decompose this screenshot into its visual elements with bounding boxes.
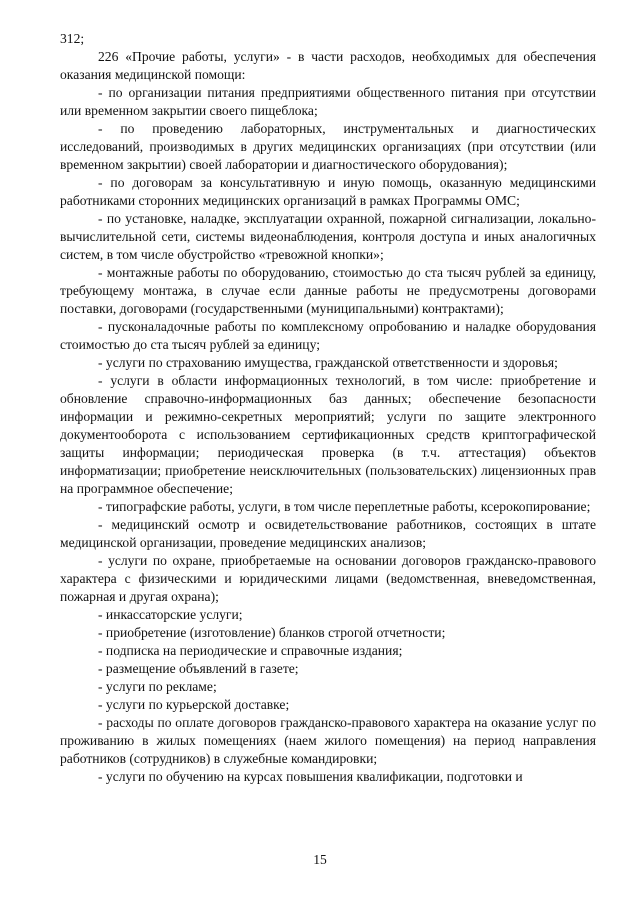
list-item-it-services: - услуги в области информационных технологий, в том числе: приобретение и обновление справочно-информационных баз данных; обеспечение безопасности информации и режимно-секретных мероприятий; услуги по защите электронного документооборота с использованием сертификационных средств криптографической защиты информации; периодическая проверка (в т.ч. аттестация) объектов информатизации; приобретение неисключительных (пользовательских) лицензионных прав на программное обеспечение; [60,373,596,496]
list-item-guard-services: - услуги по охране, приобретаемые на основании договоров гражданско-правового характера с физическими и юридическими лицами (ведомственная, вневедомственная, пожарная и другая охрана); [60,553,596,604]
list-item-security-systems: - по установке, наладке, эксплуатации охранной, пожарной сигнализации, локально-вычислительной сети, системы видеонаблюдения, контроля доступа и иных аналогичных систем, в том числе обустройство «тревожной кнопки»; [60,211,596,262]
continuation-line: 312; [60,31,85,46]
list-item-subscriptions: - подписка на периодические и справочные издания; [98,643,403,658]
list-item-advertising: - услуги по рекламе; [98,679,217,694]
list-item-printing: - типографские работы, услуги, в том числе переплетные работы, ксерокопирование; [98,499,591,514]
list-item-catering: - по организации питания предприятиями общественного питания при отсутствии или временном закрытии своего пищеблока; [60,85,596,118]
document-page [60,30,596,786]
list-item-courier: - услуги по курьерской доставке; [98,697,290,712]
list-item-strict-forms: - приобретение (изготовление) бланков строгой отчетности; [98,625,446,640]
list-item-cash-collection: - инкассаторские услуги; [98,607,243,622]
list-item-consultative-help: - по договорам за консультативную и иную помощь, оказанную медицинскими работниками сторонних медицинских организаций в рамках Программы ОМС; [60,175,596,208]
page-number: 15 [313,852,327,867]
list-item-newspaper-ads: - размещение объявлений в газете; [98,661,299,676]
paragraph-226-heading: 226 «Прочие работы, услуги» - в части расходов, необходимых для обеспечения оказания медицинской помощи: [60,49,596,82]
list-item-lab-diagnostics: - по проведению лабораторных, инструментальных и диагностических исследований, производимых в других медицинских организациях (при отсутствии (или временном закрытии) своей лаборатории и диагностического оборудования); [60,121,596,172]
list-item-accommodation: - расходы по оплате договоров гражданско-правового характера на оказание услуг по проживанию в жилых помещениях (наем жилого помещения) на период направления работников (сотрудников) в служебные командировки; [60,715,596,766]
list-item-commissioning: - пусконаладочные работы по комплексному опробованию и наладке оборудования стоимостью до ста тысяч рублей за единицу; [60,319,596,352]
list-item-installation-works: - монтажные работы по оборудованию, стоимостью до ста тысяч рублей за единицу, требующему монтажа, в случае если данные работы не предусмотрены договорами поставки, договорами (государственными (муниципальными) контрактами); [60,265,596,316]
list-item-insurance: - услуги по страхованию имущества, гражданской ответственности и здоровья; [98,355,558,370]
list-item-medical-exam: - медицинский осмотр и освидетельствование работников, состоящих в штате медицинской организации, проведение медицинских анализов; [60,517,596,550]
list-item-training: - услуги по обучению на курсах повышения квалификации, подготовки и [98,769,523,784]
